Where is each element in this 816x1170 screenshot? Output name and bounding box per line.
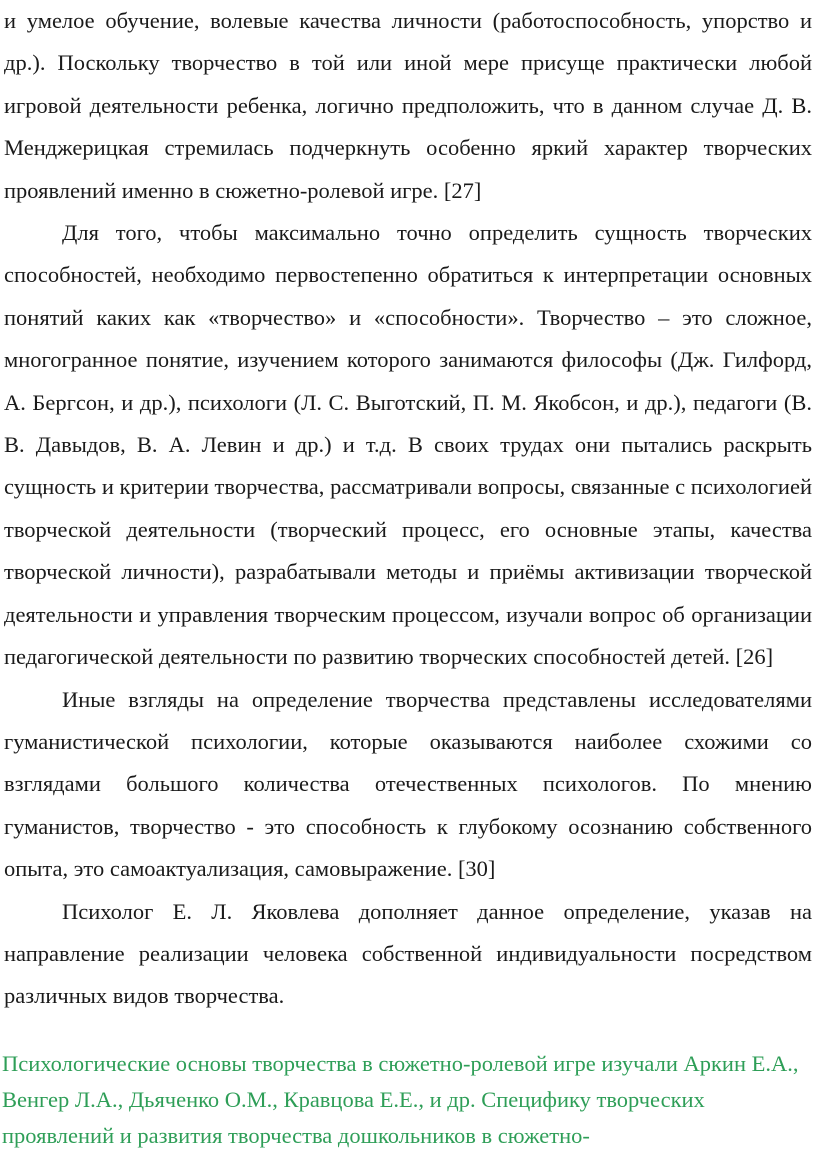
paragraph-yakovleva: Психолог Е. Л. Яковлева дополняет данное определение, указав на направление реализации человека собственной индивидуальности посредством различных видов творчества. xyxy=(4,898,812,1009)
paragraph-creativity-definition: Для того, чтобы максимально точно определить сущность творческих способностей, необходимо первостепенно обратиться к интерпретации основных понятий каких как «творчество» и «способности». Творчество – это сложное, многогранное понятие, изучением которого занимаются философы (Дж. Гилфорд, А. Бергсон, и др.), психологи (Л. С. Выготский, П. М. Якобсон, и др.), педагоги (В. В. Давыдов, В. А. Левин и др.) и т.д. В своих трудах они пытались раскрыть сущность и критерии творчества, рассматривали вопросы, связанные с психологией творческой деятельности (творческий процесс, его основные этапы, качества творческой личности), разрабатывали методы и приёмы активизации творческой деятельности и управления творческим процессом, изучали вопрос об организации педагогической деятельности по развитию творческих способностей детей. [26] xyxy=(4,220,812,670)
paragraph-continuation: и умелое обучение, волевые качества личности (работоспособность, упорство и др.). Поскольку творчество в той или иной мере присуще практически любой игровой деятельности ребенка, логично предположить, что в данном случае Д. В. Менджерицкая стремилась подчеркнуть особенно яркий характер творческих проявлений именно в сюжетно-ролевой игре. [27] xyxy=(4,8,812,203)
document-body xyxy=(4,0,812,1018)
paragraph-humanistic-view: Иные взгляды на определение творчества представлены исследователями гуманистической психологии, которые оказываются наиболее схожими со взглядами большого количества отечественных психологов. По мнению гуманистов, творчество - это способность к глубокому осознанию собственного опыта, это самоактуализация, самовыражение. [30] xyxy=(4,686,812,882)
highlighted-paragraph: Психологические основы творчества в сюжетно-ролевой игре изучали Аркин Е.А., Венгер Л.А., Дьяченко О.М., Кравцова Е.Е., и др. Специфику творческих проявлений и развития творчества дошкольников в сюжетно- xyxy=(2,1051,799,1148)
